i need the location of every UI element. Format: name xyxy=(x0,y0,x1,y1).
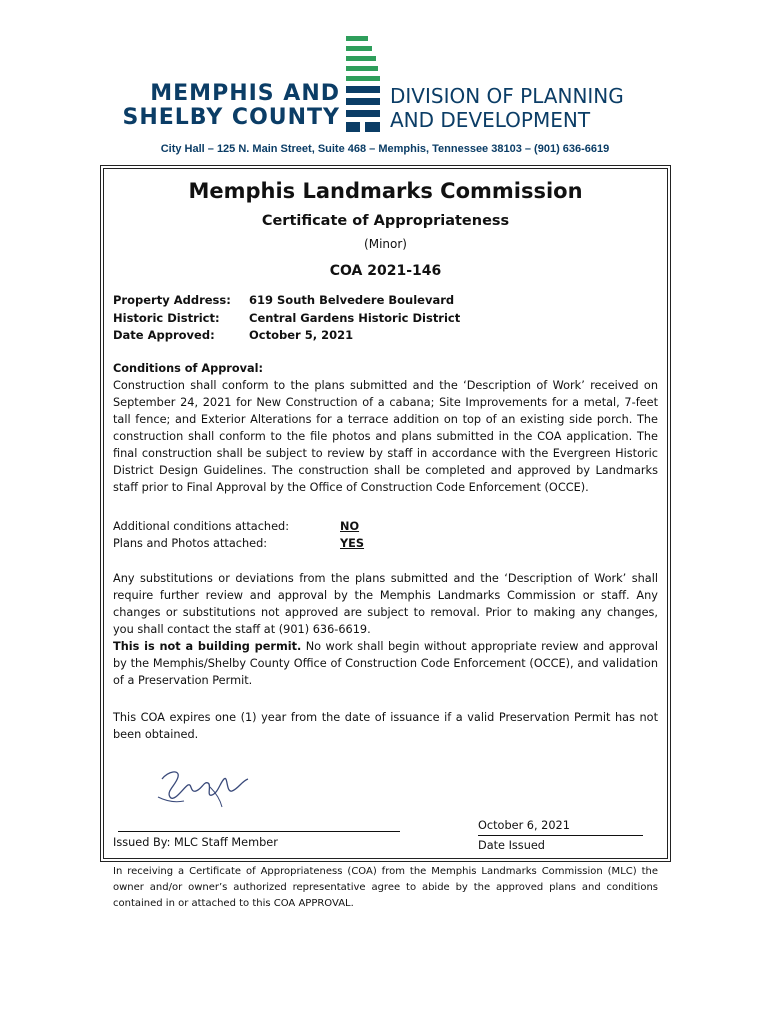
permit-notice-text: No work shall begin without appropriate review and approval by the Memphis/Shelby County Office of Construction Code Enforcement (OCCE), and validation of a Preservation Permit. xyxy=(113,640,658,687)
permit-notice xyxy=(113,638,658,689)
additional-conditions-value: NO xyxy=(340,520,360,533)
org-name-line1: MEMPHIS AND xyxy=(150,81,340,106)
signature-line xyxy=(118,831,400,832)
letterhead-address: City Hall – 125 N. Main Street, Suite 468 – Memphis, Tennessee 38103 – (901) 636-6619 xyxy=(160,143,610,155)
substitutions-text: Any substitutions or deviations from the plans submitted and the ‘Description of Work’ shall require further review and approval by the Memphis Landmarks Commission or staff. Any changes or substitutions not approved are subject to removal. Prior to making any changes, you shall contact the staff at (901) 636-6619. xyxy=(113,572,658,636)
certificate-type: (Minor) xyxy=(364,237,407,251)
plans-photos-label: Plans and Photos attached: xyxy=(113,537,268,550)
conditions-heading: Conditions of Approval: xyxy=(113,362,264,375)
commission-title: Memphis Landmarks Commission xyxy=(188,179,583,203)
historic-district-value: Central Gardens Historic District xyxy=(249,310,461,325)
historic-district-label: Historic District: xyxy=(113,310,220,325)
issued-by-label: Issued By: MLC Staff Member xyxy=(113,836,278,849)
date-approved-row xyxy=(113,327,658,345)
division-logo-text xyxy=(390,84,680,132)
coa-number: COA 2021-146 xyxy=(329,263,442,279)
certificate-subtitle: Certificate of Appropriateness xyxy=(261,213,510,229)
substitutions-section xyxy=(113,570,658,689)
division-line2: AND DEVELOPMENT xyxy=(390,108,591,132)
org-logo-text xyxy=(90,82,340,130)
additional-conditions-label: Additional conditions attached: xyxy=(113,520,290,533)
footer-note: In receiving a Certificate of Appropriateness (COA) from the Memphis Landmarks Commission (MLC) the owner and/or owner’s authorized representative agree to abide by the approved plans and conditions contained in or attached to this COA APPROVAL. xyxy=(113,866,658,909)
property-address-row xyxy=(113,292,658,310)
property-address-label: Property Address: xyxy=(113,293,231,307)
attachments-section xyxy=(113,518,658,552)
plans-photos-value: YES xyxy=(340,537,365,550)
property-details xyxy=(113,292,658,345)
permit-notice-bold: This is not a building permit. xyxy=(113,640,302,653)
conditions-section xyxy=(113,360,658,496)
expiry-text: This COA expires one (1) year from the date of issuance if a valid Preservation Permit has not been obtained. xyxy=(113,711,658,741)
date-issued-block xyxy=(478,817,643,854)
historic-district-row xyxy=(113,310,658,328)
date-approved-value: October 5, 2021 xyxy=(249,328,354,342)
conditions-text: Construction shall conform to the plans submitted and the ‘Description of Work’ received on September 24, 2021 for New Construction of a cabana; Site Improvements for a metal, 7-feet tall fence; and Exterior Alterations for a terrace addition on top of an existing side porch. The construction shall conform to the file photos and plans submitted in the COA application. The final construction shall be subject to review by staff in accordance with the Evergreen Historic District Design Guidelines. The construction shall be completed and approved by Landmarks staff prior to Final Approval by the Office of Construction Code Enforcement (OCCE). xyxy=(113,379,658,494)
additional-conditions-row xyxy=(113,518,658,535)
division-line1: DIVISION OF PLANNING xyxy=(390,84,624,108)
logo-bars-icon xyxy=(343,36,383,134)
plans-photos-row xyxy=(113,535,658,552)
org-name-line2: SHELBY COUNTY xyxy=(122,105,340,130)
date-issued-value: October 6, 2021 xyxy=(478,817,643,836)
date-issued-label: Date Issued xyxy=(478,839,545,852)
staff-signature-icon xyxy=(150,757,260,817)
property-address-value: 619 South Belvedere Boulevard xyxy=(249,293,455,307)
date-approved-label: Date Approved: xyxy=(113,328,215,342)
